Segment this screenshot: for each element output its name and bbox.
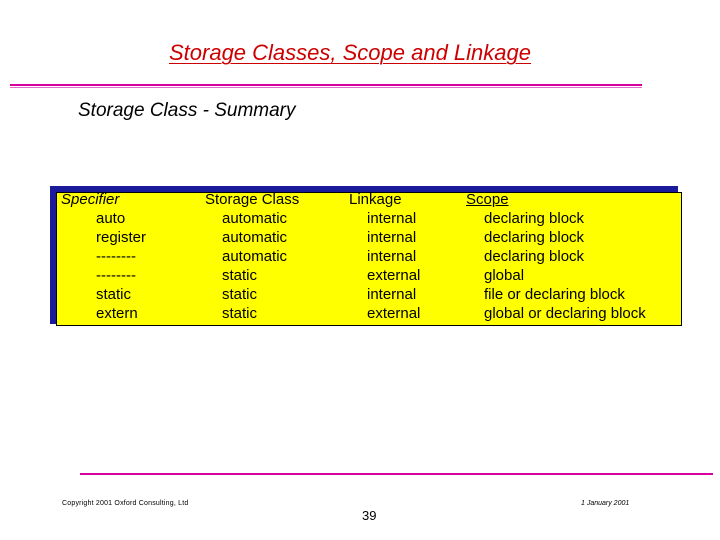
table-cell: static bbox=[222, 305, 258, 322]
table-cell: file or declaring block bbox=[484, 286, 625, 303]
table-cell: automatic bbox=[222, 229, 288, 246]
top-divider-shadow bbox=[10, 87, 642, 88]
column-specifier bbox=[61, 190, 146, 323]
table-cell: extern bbox=[96, 305, 138, 322]
page-number: 39 bbox=[362, 508, 377, 523]
table-cell: internal bbox=[367, 286, 417, 303]
table-cell: automatic bbox=[222, 248, 288, 265]
table-cell: static bbox=[222, 267, 258, 284]
bottom-divider bbox=[80, 473, 713, 475]
column-header-scope: Scope bbox=[466, 191, 509, 208]
table-cell: internal bbox=[367, 229, 417, 246]
table-cell: external bbox=[367, 267, 421, 284]
table-cell: declaring block bbox=[484, 229, 585, 246]
table-cell: auto bbox=[96, 210, 126, 227]
top-divider bbox=[10, 84, 642, 86]
column-linkage bbox=[349, 190, 420, 323]
table-cell: static bbox=[222, 286, 258, 303]
slide-title: Storage Classes, Scope and Linkage bbox=[168, 40, 531, 65]
column-header-specifier: Specifier bbox=[61, 191, 120, 208]
table-cell: -------- bbox=[96, 248, 136, 265]
table-cell: internal bbox=[367, 248, 417, 265]
column-header-storage-class: Storage Class bbox=[205, 191, 300, 208]
footer-copyright: Copyright 2001 Oxford Consulting, Ltd bbox=[62, 500, 189, 507]
column-header-linkage: Linkage bbox=[349, 191, 402, 208]
slide-subtitle: Storage Class - Summary bbox=[78, 100, 296, 121]
table-cell: declaring block bbox=[484, 210, 585, 227]
column-storage-class bbox=[205, 190, 299, 323]
table-cell: internal bbox=[367, 210, 417, 227]
table-cell: -------- bbox=[96, 267, 136, 284]
table-cell: declaring block bbox=[484, 248, 585, 265]
table-cell: external bbox=[367, 305, 421, 322]
table-cell: automatic bbox=[222, 210, 288, 227]
footer-date: 1 January 2001 bbox=[581, 500, 630, 507]
column-scope bbox=[466, 190, 646, 323]
table-cell: global bbox=[484, 267, 525, 284]
table-cell: register bbox=[96, 229, 147, 246]
table-cell: global or declaring block bbox=[484, 305, 646, 322]
table-cell: static bbox=[96, 286, 132, 303]
